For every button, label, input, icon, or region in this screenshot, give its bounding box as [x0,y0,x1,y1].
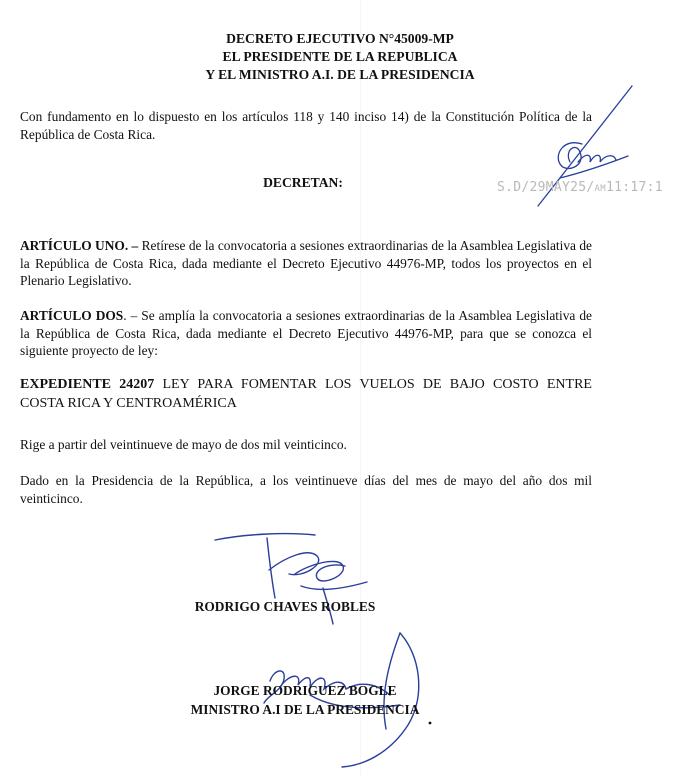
dado-paragraph: Dado en la Presidencia de la República, a los veintinueve días del mes de mayo del año dos mil veinticinco. [20,473,592,506]
articulo-dos-label: ARTÍCULO DOS [20,308,124,323]
decree-header [0,30,680,84]
articulo-uno-text: Retírese de la convocatoria a sesiones extraordinarias de la Asamblea Legislativa de la República de Costa Rica, dada mediante el Decreto Ejecutivo 44976-MP, todos los proyectos en el Plenario Legislativo. [20,238,592,289]
stamp-middle: MAY25/ [545,180,595,195]
header-president: EL PRESIDENTE DE LA REPUBLICA [222,49,458,64]
president-name: RODRIGO CHAVES ROBLES [194,599,376,614]
reception-stamp [497,180,663,195]
articulo-dos [20,307,592,360]
stamp-prefix: S.D/29 [497,180,546,195]
articulo-uno-label: ARTÍCULO UNO. – [20,238,139,253]
minister-name: JORGE RODRIGUEZ BOGLE [213,683,397,698]
expediente-text: LEY PARA FOMENTAR LOS VUELOS DE BAJO COSTO ENTRE COSTA RICA Y CENTROAMÉRICA [20,377,592,411]
stamp-am: AM [594,184,606,194]
stamp-time: 11:17:1 [605,180,663,195]
articulo-uno [20,237,592,290]
minister-title: MINISTRO A.I DE LA PRESIDENCIA [190,702,420,717]
initials-signature [520,82,640,222]
expediente-paragraph [20,376,592,413]
expediente-label: EXPEDIENTE 24207 [20,377,155,392]
rige-paragraph: Rige a partir del veintinueve de mayo de dos mil veinticinco. [20,437,347,452]
articulo-dos-text: . – Se amplía la convocatoria a sesiones extraordinarias de la Asamblea Legislativa de la República de Costa Rica, dada mediante el Decreto Ejecutivo 44976-MP, para que se conozca el siguiente proyecto de ley: [20,308,592,359]
decree-number: DECRETO EJECUTIVO N°45009-MP [226,31,454,46]
decretan-heading: DECRETAN: [263,175,343,190]
intro-paragraph: Con fundamento en lo dispuesto en los artículos 118 y 140 inciso 14) de la Constitución Política de la República de Costa Rica. [20,109,592,142]
header-minister: Y EL MINISTRO A.I. DE LA PRESIDENCIA [205,67,475,82]
